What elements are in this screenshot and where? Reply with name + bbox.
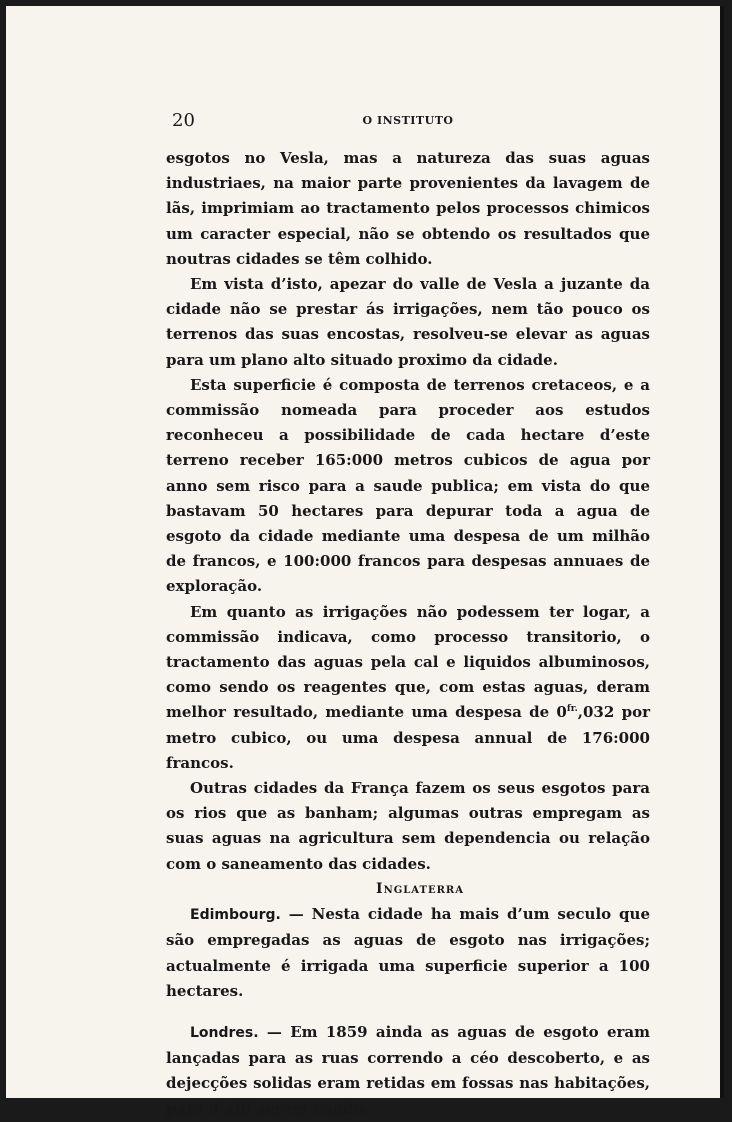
paragraph-4-end: ,032 por metro cubico, ou uma despesa annual de 176:000 francos. (166, 703, 650, 772)
currency-abbrev: fr. (566, 704, 578, 715)
paragraph-3: Esta superficie é composta de terrenos cretaceos, e a commissão nomeada para proceder aos estudos reconheceu a possibilidade de cada hectare d’este terreno receber 165:000 metros cubicos de agua por anno sem risco para a saude publica; em vista do que bastavam 50 hectares para depurar toda a agua de esgoto da cidade mediante uma despesa de um milhão de francos, e 100:000 francos para despesas annuaes de exploração. (166, 375, 650, 596)
page-number: 20 (172, 110, 195, 131)
entry-edimbourg (166, 902, 650, 1004)
paragraph-1: esgotos no Vesla, mas a natureza das suas aguas industriaes, na maior parte provenientes da lavagem de lãs, imprimiam ao tractamento pelos processos chimicos um caracter especial, não se obtendo os resultados que noutras cidades se têm colhido. (166, 149, 650, 268)
entry-name: Edimbourg. (190, 907, 281, 924)
paragraph-5: Outras cidades da França fazem os seus esgotos para os rios que as banham; algumas outras empregam as suas aguas na agricultura sem dependencia ou relação com o saneamento das cidades. (166, 779, 650, 873)
running-header (166, 110, 650, 134)
entry-londres (166, 1020, 650, 1122)
paragraph-4 (166, 600, 650, 776)
book-page (6, 6, 724, 1118)
section-heading: Inglaterra (376, 880, 464, 897)
paragraph-4-start: Em quanto as irrigações não podessem ter logar, a commissão indicava, como processo transitorio, o tractamento das aguas pela cal e liquidos albuminosos, como sendo os reagentes que, com estas aguas, deram melhor resultado, mediante uma despesa de 0 (166, 602, 650, 722)
paragraph-2: Em vista d’isto, apezar do valle de Vesla a juzante da cidade não se prestar ás irrigações, nem tão pouco os terrenos das suas encostas, resolveu-se elevar as aguas para um plano alto situado proximo da cidade. (166, 275, 650, 369)
entry-name: Londres. (190, 1024, 259, 1041)
running-title: O INSTITUTO (362, 114, 454, 127)
body-text (166, 146, 650, 1122)
entry-text: — Em 1859 ainda as aguas de esgoto eram lançadas para as ruas correndo a céo descoberto, e as dejecções solidas eram retidas em fossas nas habitações, para d’alli serem condu- (166, 1022, 650, 1118)
entry-text: — Nesta cidade ha mais d’um seculo que são empregadas as aguas de esgoto nas irrigações; actualmente é irrigada uma superficie superior a 100 hectares. (166, 905, 650, 1000)
